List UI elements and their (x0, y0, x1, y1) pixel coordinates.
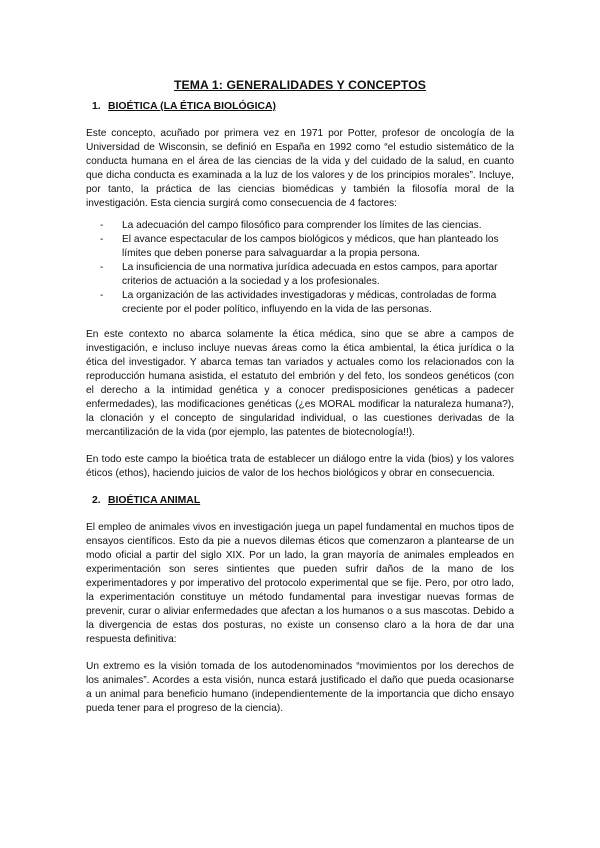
bullet-dash: - (100, 234, 104, 245)
section-1-dialogue-paragraph: En todo este campo la bioética trata de establecer un diálogo entre la vida (bios) y los valores éticos (ethos), haciendo juicios de valor de los hechos biológicos y obrar en consecuencia. (86, 454, 514, 479)
list-item (100, 261, 514, 289)
bullet-dash: - (100, 262, 104, 273)
section-1-context-paragraph: En este contexto no abarca solamente la ética médica, sino que se abre a campos de investigación, e incluso incluye nuevas áreas como la ética ambiental, la ética jurídica o la ética del investigador. Y abarca temas tan variados y actuales como los relacionados con la reproducción humana asistida, el estatuto del embrión y del feto, los sondeos genéticos (con el derecho a la intimidad genética y a conocer predisposiciones genéticas a padecer enfermedades), las modificaciones genéticas (¿es MORAL modificar la naturaleza humana?), la clonación y el concepto de singularidad individual, o las cuestiones derivadas de la mercantilización de la vida (por ejemplo, las patentes de biotecnología!!). (86, 329, 514, 438)
bullet-dash: - (100, 290, 104, 301)
section-2-number: 2. (92, 495, 101, 506)
section-2-intro-paragraph: El empleo de animales vivos en investigación juega un papel fundamental en muchos tipos de ensayos científicos. Esto da pie a nuevos dilemas éticos que comenzaron a plantearse de un modo oficial a partir del siglo XIX. Por un lado, la gran mayoría de animales empleados en experimentación son seres sintientes que pueden sufrir daños de la mano de los experimentadores y por imperativo del protocolo experimental que se fije. Pero, por otro lado, la experimentación constituye un método fundamental para investigar nuevas formas de prevenir, curar o aliviar enfermedades que afectan a los humanos o a sus mascotas. Debido a la divergencia de estas dos posturas, no existe un consenso claro a la hora de dar una respuesta definitiva: (86, 522, 514, 645)
section-1-heading (86, 100, 514, 114)
list-item-text: La adecuación del campo filosófico para comprender los límites de las ciencias. (122, 220, 482, 231)
section-1-intro-paragraph: Este concepto, acuñado por primera vez en 1971 por Potter, profesor de oncología de la Universidad de Wisconsin, se definió en España en 1992 como “el estudio sistemático de la conducta humana en el área de las ciencias de la vida y del cuidado de la salud, en cuanto que dicha conducta es examinada a la luz de los valores y de los principios morales”. Incluye, por tanto, la práctica de las ciencias biomédicas y también la filosofía moral de la investigación. Esta ciencia surgirá como consecuencia de 4 factores: (86, 128, 514, 209)
page-title: TEMA 1: GENERALIDADES Y CONCEPTOS (173, 78, 427, 92)
list-item-text: La insuficiencia de una normativa jurídica adecuada en estos campos, para aportar criterios de actuación a la sociedad y a los profesionales. (122, 262, 498, 287)
list-item-text: La organización de las actividades investigadoras y médicas, controladas de forma creciente por el poder político, influyendo en la vida de las personas. (122, 290, 497, 315)
section-2-rights-paragraph: Un extremo es la visión tomada de los autodenominados “movimientos por los derechos de los animales”. Acordes a esta visión, nunca estará justificado el daño que pueda ocasionarse a un animal para beneficio humano (independientemente de la importancia que dicho ensayo pueda tener para el progreso de la ciencia). (86, 661, 514, 714)
list-item (100, 289, 514, 317)
section-2-heading (86, 494, 514, 508)
list-item (100, 233, 514, 261)
list-item-text: El avance espectacular de los campos biológicos y médicos, que han planteado los límites que deben ponerse para salvaguardar a la propia persona. (122, 234, 499, 259)
list-item (100, 219, 514, 233)
section-1-number: 1. (92, 101, 101, 112)
bullet-dash: - (100, 220, 104, 231)
factors-list (86, 219, 514, 317)
section-1-title: BIOÉTICA (LA ÉTICA BIOLÓGICA) (108, 101, 276, 112)
section-2-title: BIOÉTICA ANIMAL (108, 495, 201, 506)
